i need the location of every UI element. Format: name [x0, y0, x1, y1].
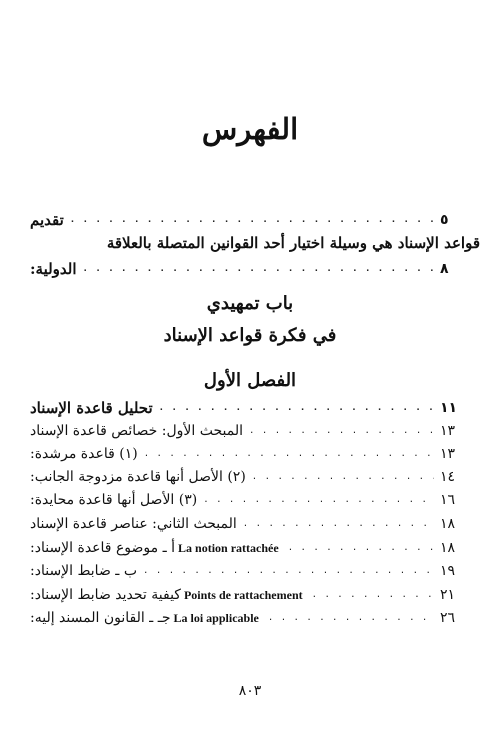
leader-dots [288, 543, 434, 553]
toc-row-intro [30, 210, 480, 230]
toc-entry [30, 467, 480, 487]
toc-latin-term: La loi applicable [173, 610, 259, 625]
leader-dots [83, 264, 434, 274]
leader-dots [159, 403, 434, 413]
toc-page-number: ١٨ [440, 516, 456, 532]
toc-entry [30, 398, 480, 418]
toc-page-number: ١٤ [440, 469, 456, 485]
toc-label: تقديم [30, 211, 64, 229]
toc-label: المبحث الثاني: عناصر قاعدة الإسناد [30, 516, 237, 532]
part-subtitle: في فكرة قواعد الإسناد [163, 325, 337, 346]
toc-entry [30, 585, 480, 605]
leader-dots [243, 519, 434, 529]
leader-dots [143, 566, 434, 576]
toc-label: (٣) الأصل أنها قاعدة محايدة: [30, 492, 198, 508]
leader-dots [203, 495, 434, 505]
page-number: ٨٠٣ [238, 683, 262, 699]
leader-dots [70, 215, 434, 225]
leader-dots [144, 449, 434, 459]
toc-label: الدولية: [30, 260, 77, 278]
toc-label: تحليل قاعدة الإسناد [30, 399, 153, 417]
toc-row-rules [30, 259, 480, 279]
leader-dots [249, 426, 434, 436]
toc-page-number: ١٣ [440, 446, 456, 462]
toc-entry [30, 444, 480, 464]
part-title: باب تمهيدي [206, 293, 294, 314]
chapter-title: الفصل الأول [203, 370, 297, 391]
toc-entry [30, 514, 480, 534]
toc-label: كيفية تحديد ضابط الإسناد: [30, 587, 181, 603]
toc-row-rules-line1: قواعد الإسناد هي وسيلة اختيار أحد القوانين المتصلة بالعلاقة [106, 234, 480, 252]
toc-label: (١) قاعدة مرشدة: [30, 446, 138, 462]
toc-page-number: ٢١ [440, 587, 456, 603]
toc-entry [30, 561, 480, 581]
toc-entry [30, 421, 480, 441]
toc-page-number: ١١ [440, 400, 458, 416]
page-title: الفهرس [201, 112, 299, 146]
leader-dots [312, 590, 434, 600]
leader-dots [268, 613, 434, 623]
toc-label: أ ـ موضوع قاعدة الإسناد: [30, 540, 176, 556]
toc-page-number: ١٣ [440, 423, 456, 439]
leader-dots [252, 472, 434, 482]
toc-page-number: ٨ [440, 261, 449, 277]
toc-page-number: ١٩ [440, 563, 456, 579]
toc-page-number: ١٨ [440, 540, 456, 556]
toc-label: المبحث الأول: خصائص قاعدة الإسناد [30, 423, 244, 439]
toc-latin-term: Points de rattachement [183, 587, 303, 602]
toc-label: جـ ـ القانون المسند إليه: [30, 610, 171, 626]
toc-latin-term: La notion rattachée [178, 540, 279, 555]
toc-page-number: ٥ [440, 212, 449, 228]
toc-page-number: ١٦ [440, 492, 456, 508]
toc-label: (٢) الأصل أنها قاعدة مزدوجة الجانب: [30, 469, 246, 485]
toc-page-number: ٢٦ [440, 610, 456, 626]
toc-entry [30, 490, 480, 510]
toc-label: ب ـ ضابط الإسناد: [30, 563, 138, 579]
toc-entry [30, 608, 480, 628]
toc-entry [30, 538, 480, 558]
